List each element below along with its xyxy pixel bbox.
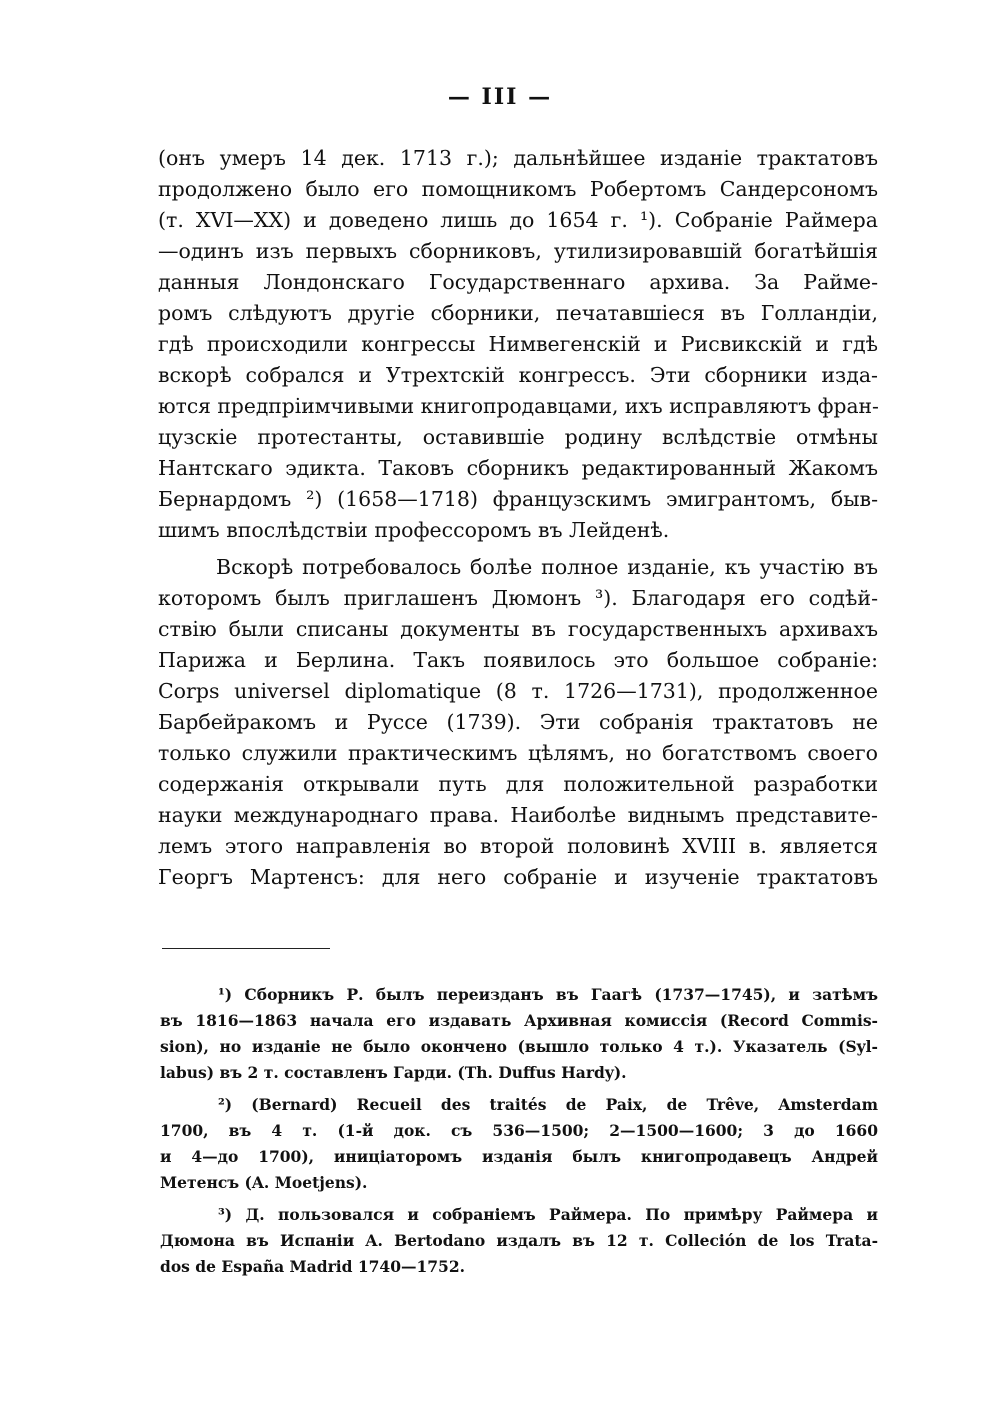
footnote-3 — [160, 1202, 878, 1280]
footnote-1 — [160, 982, 878, 1086]
text-line: ромъ слѣдуютъ другіе сборники, печатавшіеся въ Голландіи, — [158, 301, 878, 325]
text-line: данныя Лондонскаго Государственнаго архива. За Райме- — [158, 270, 878, 294]
text-line: (т. XVI—XX) и доведено лишь до 1654 г. ¹). Собраніе Раймера — [158, 208, 878, 232]
text-line: Георгъ Мартенсъ: для него собраніе и изученіе трактатовъ — [158, 865, 878, 889]
footnote-divider — [162, 948, 330, 949]
text-line: —одинъ изъ первыхъ сборниковъ, утилизировавшій богатѣйшія — [158, 239, 878, 263]
footnote-line: ¹) Сборникъ Р. былъ переизданъ въ Гаагѣ (1737—1745), и затѣмъ — [218, 985, 878, 1004]
footnote-line: Метенсъ (A. Moetjens). — [160, 1173, 368, 1192]
text-line: гдѣ происходили конгрессы Нимвегенскій и Рисвикскій и гдѣ — [158, 332, 878, 356]
page-number: — III — — [447, 84, 553, 110]
text-line: Барбейракомъ и Руссе (1739). Эти собранія трактатовъ не — [158, 710, 878, 734]
text-line: Вскорѣ потребовалось болѣе полное изданіе, къ участію въ — [216, 555, 878, 579]
footnote-line: 1700, въ 4 т. (1-й док. съ 536—1500; 2—1500—1600; 3 до 1660 — [160, 1121, 878, 1140]
text-line: Corps universel diplomatique (8 т. 1726—1731), продолженное — [158, 679, 878, 703]
footnote-line: dos de España Madrid 1740—1752. — [160, 1257, 466, 1276]
text-line: продолжено было его помощникомъ Робертомъ Сандерсономъ — [158, 177, 878, 201]
footnote-line: labus) въ 2 т. составленъ Гарди. (Th. Duffus Hardy). — [160, 1063, 627, 1082]
footnotes — [160, 982, 878, 1280]
text-line: Нантскаго эдикта. Таковъ сборникъ редактированный Жакомъ — [158, 456, 878, 480]
footnote-line: ³) Д. пользовался и собраніемъ Раймера. По примѣру Раймера и — [218, 1205, 878, 1224]
footnote-line: въ 1816—1863 начала его издавать Архивная комиссія (Record Commis- — [160, 1011, 878, 1030]
paragraph-2 — [158, 552, 878, 893]
paragraph-1 — [158, 143, 878, 546]
footnote-line: и 4—до 1700), иниціаторомъ изданія былъ книгопродавецъ Андрей — [160, 1147, 878, 1166]
text-line: ствію были списаны документы въ государственныхъ архивахъ — [158, 617, 878, 641]
text-line: (онъ умеръ 14 дек. 1713 г.); дальнѣйшее изданіе трактатовъ — [158, 146, 878, 170]
text-line: вскорѣ собрался и Утрехтскій конгрессъ. Эти сборники изда- — [158, 363, 878, 387]
text-line: ются предпріимчивыми книгопродавцами, ихъ исправляютъ фран- — [158, 394, 879, 418]
text-line: Парижа и Берлина. Такъ появилось это большое собраніе: — [158, 648, 878, 672]
main-text — [158, 143, 878, 893]
text-line: содержанія открывали путь для положительной разработки — [158, 772, 878, 796]
text-line: шимъ впослѣдствіи профессоромъ въ Лейденѣ. — [158, 518, 670, 542]
footnote-line: sion), но изданіе не было окончено (вышло только 4 т.). Указатель (Syl- — [160, 1037, 878, 1056]
footnote-line: Дюмона въ Испаніи A. Bertodano издалъ въ 12 т. Colleción de los Trata- — [160, 1231, 878, 1250]
footnote-line: ²) (Bernard) Recueil des traités de Paix, de Trêve, Amsterdam — [218, 1095, 878, 1114]
text-line: цузскіе протестанты, оставившіе родину вслѣдствіе отмѣны — [158, 425, 878, 449]
text-line: только служили практическимъ цѣлямъ, но богатствомъ своего — [158, 741, 878, 765]
text-line: которомъ былъ приглашенъ Дюмонъ ³). Благодаря его содѣй- — [158, 586, 878, 610]
text-line: лемъ этого направленія во второй половинѣ XVIII в. является — [158, 834, 878, 858]
text-line: Бернардомъ ²) (1658—1718) французскимъ эмигрантомъ, быв- — [158, 487, 878, 511]
footnote-2 — [160, 1092, 878, 1196]
text-line: науки международнаго права. Наиболѣе виднымъ представите- — [158, 803, 878, 827]
